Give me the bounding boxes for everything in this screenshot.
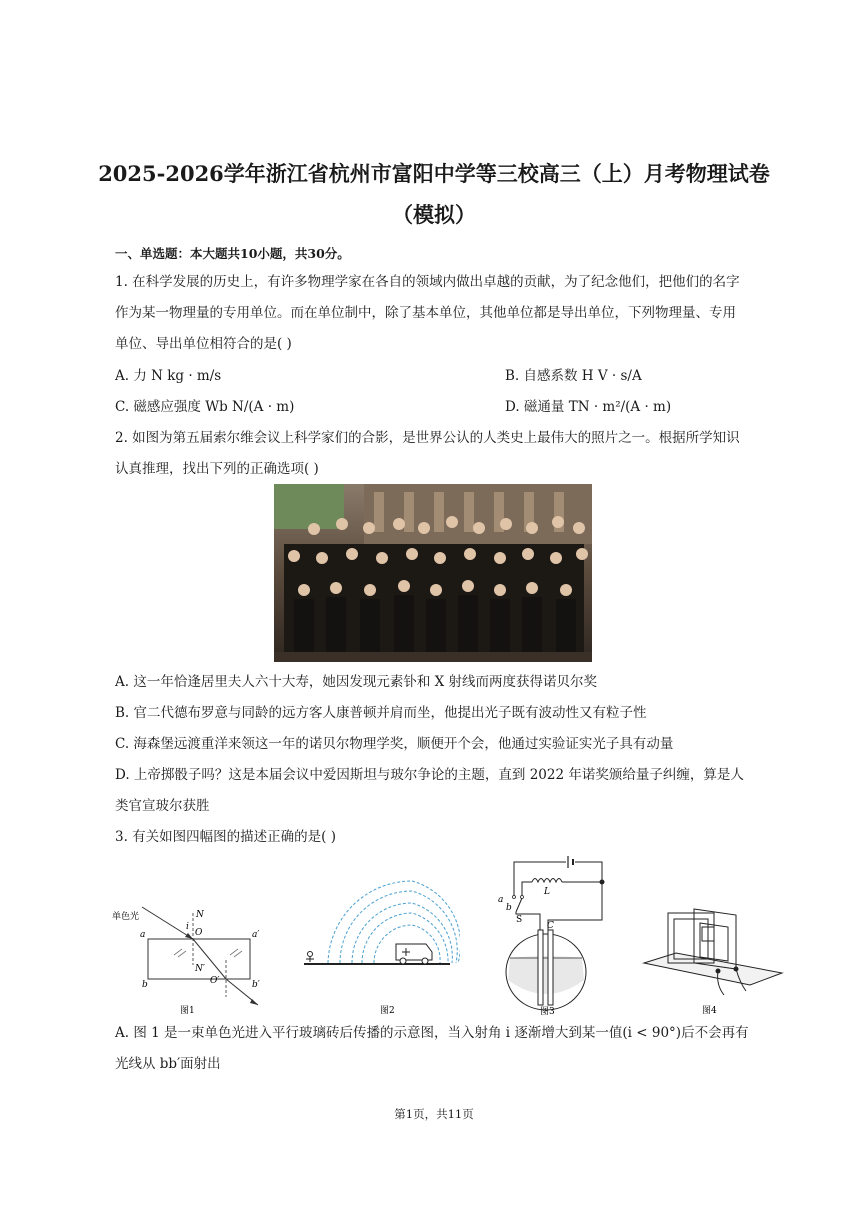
fig1-light-label: 单色光 (112, 912, 140, 922)
fig1-label-a2: a′ (252, 930, 260, 940)
ambulance-icon (396, 944, 432, 964)
q1-options-row1 (115, 367, 755, 385)
fig3-label-s: S (516, 915, 523, 925)
figure-4-coil-on-board (640, 905, 785, 1017)
q2-option-d-line1: D. 上帝掷骰子吗？这是本届会议中爱因斯坦与玻尔争论的主题，直到 2022 年诺奖颁给量子纠缠，算是人 (115, 767, 744, 783)
q1-option-c: C. 磁感应强度 Wb N/(A · m) (115, 399, 295, 415)
q1-stem-line3: 单位、导出单位相符合的是( ) (115, 336, 292, 352)
section-heading: 一、单选题：本大题共10小题，共30分。 (115, 246, 350, 261)
q1-stem-line2: 作为某一物理量的专用单位。而在单位制中，除了基本单位，其他单位都是导出单位，下列物理量、专用 (115, 305, 736, 321)
q1-option-b: B. 自感系数 H V · s/A (505, 368, 642, 384)
fig3-label-l: L (544, 887, 550, 897)
fig1-label-b2: b′ (252, 980, 260, 990)
q1-option-d: D. 磁通量 TN · m²/(A · m) (505, 399, 672, 415)
figure-1-glass-slab (112, 905, 272, 1017)
fig1-caption: 图1 (180, 1006, 195, 1016)
q3-option-a-line1: A. 图 1 是一束单色光进入平行玻璃砖后传播的示意图，当入射角 i 逐渐增大到某一值(i < 90°)后不会再有 (115, 1025, 749, 1041)
person-icon (306, 952, 314, 963)
q3-stem: 3. 有关如图四幅图的描述正确的是( ) (115, 829, 336, 845)
page-footer: 第1页，共11页 (394, 1107, 474, 1121)
fig1-label-b: b (142, 980, 148, 990)
fig1-label-n2: N′ (195, 964, 205, 974)
q3-option-a-line2: 光线从 bb′面射出 (115, 1056, 221, 1072)
figure-3-lc-circuit (488, 850, 613, 1017)
fig1-label-i: i (186, 922, 189, 932)
fig3-label-a: a (498, 895, 504, 905)
exam-title-line1: 2025-2026学年浙江省杭州市富阳中学等三校高三（上）月考物理试卷 (98, 161, 770, 186)
fig1-label-n: N (196, 910, 204, 920)
fig3-label-c: C (547, 921, 554, 931)
fig1-label-o2: O′ (210, 976, 220, 986)
q1-stem-line1: 1. 在科学发展的历史上，有许多物理学家在各自的领域内做出卓越的贡献，为了纪念他们，把他们的名字 (115, 274, 740, 290)
figure-2-doppler-waves (300, 880, 460, 1017)
q2-stem-line1: 2. 如图为第五届索尔维会议上科学家们的合影，是世界公认的人类史上最伟大的照片之一。根据所学知识 (115, 430, 740, 446)
q1-options-row2 (115, 398, 755, 416)
fig1-label-a: a (140, 930, 146, 940)
fig3-label-b: b (506, 903, 512, 913)
fig3-caption: 图3 (540, 1007, 555, 1017)
solvay-conference-photo (274, 484, 592, 662)
fig4-caption: 图4 (702, 1006, 717, 1016)
fig1-label-o: O (195, 928, 203, 938)
q2-option-d-line2: 类官宣玻尔获胜 (115, 798, 210, 814)
q2-option-b: B. 官二代德布罗意与同龄的远方客人康普顿并肩而坐，他提出光子既有波动性又有粒子性 (115, 705, 647, 721)
q2-stem-line2: 认真推理，找出下列的正确选项( ) (115, 461, 319, 477)
q2-option-c: C. 海森堡远渡重洋来领这一年的诺贝尔物理学奖，顺便开个会，他通过实验证实光子具有动量 (115, 736, 674, 752)
q2-option-a: A. 这一年恰逢居里夫人六十大寿，她因发现元素钋和 X 射线而两度获得诺贝尔奖 (115, 674, 598, 690)
exam-title-line2: （模拟） (392, 202, 476, 227)
fig2-caption: 图2 (380, 1006, 395, 1016)
q1-option-a: A. 力 N kg · m/s (115, 368, 222, 384)
